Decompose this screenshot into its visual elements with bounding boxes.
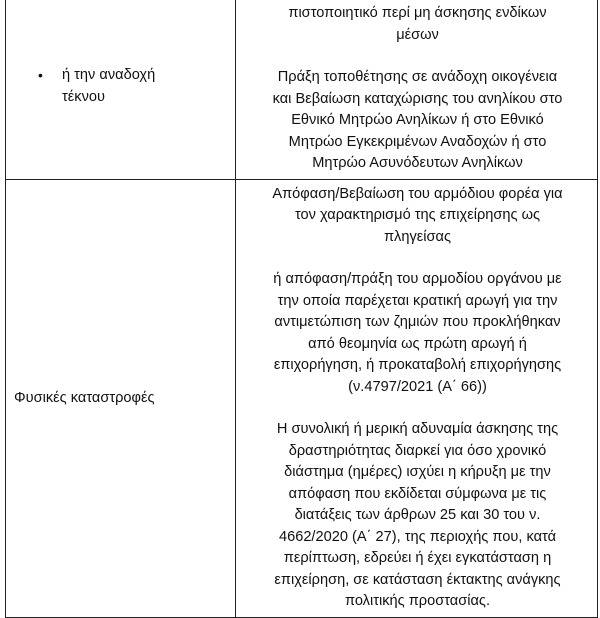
text-line: περίπτωση, εδρεύει ή έχει εγκατάσταση η xyxy=(283,550,552,566)
placement-paragraph xyxy=(248,67,587,175)
document-table xyxy=(5,0,598,618)
inability-paragraph xyxy=(248,419,587,613)
left-line: τέκνου xyxy=(62,88,105,105)
text-line: και Βεβαίωση καταχώρισης του ανηλίκου στο xyxy=(272,90,563,107)
left-line: ή την αναδοχή xyxy=(62,67,156,84)
text-line: από θεομηνία ως πρώτη αρωγή ή xyxy=(308,335,527,352)
left-cell-natural-disasters xyxy=(6,179,236,617)
text-line: Πράξη τοποθέτησης σε ανάδοχη οικογένεια xyxy=(277,69,558,85)
text-line: πολιτικής προστασίας. xyxy=(344,593,490,609)
text-line: επιχείρηση, σε κατάσταση έκτακτης ανάγκης xyxy=(274,571,561,588)
state-aid-paragraph xyxy=(248,269,587,398)
table-row-adoption xyxy=(6,0,598,179)
natural-disasters-label: Φυσικές καταστροφές xyxy=(14,390,155,406)
text-line: πιστοποιητικό περί μη άσκησης ενδίκων xyxy=(288,5,547,21)
text-line: δραστηριότητας διαρκεί για όσο χρονικό xyxy=(288,442,547,459)
text-line: (ν.4797/2021 (Α΄ 66)) xyxy=(348,378,487,395)
text-line: Μητρώο Ασυνόδευτων Ανηλίκων xyxy=(312,155,523,171)
certificate-text xyxy=(248,3,587,46)
text-line: τον χαρακτηρισμό της επιχείρησης ως xyxy=(294,207,541,223)
text-line: την οποία παρέχεται κρατική αρωγή για την xyxy=(277,292,558,309)
text-line: διατάξεις των άρθρων 25 και 30 του ν. xyxy=(294,507,541,523)
bullet-icon: • xyxy=(38,67,43,84)
text-line: πληγείσας xyxy=(383,228,451,245)
text-line: Μητρώο Εγκεκριμένων Αναδοχών ή στο xyxy=(288,133,547,150)
text-line: διάστημα (ημέρες) ισχύει η κήρυξη με την xyxy=(284,464,551,480)
table-row-natural-disasters xyxy=(6,179,598,617)
text-line: μέσων xyxy=(396,26,439,43)
left-cell-adoption xyxy=(6,0,236,179)
text-line: επιχορήγηση, ή προκαταβολή επιχορήγησης xyxy=(273,357,562,373)
text-line: Η συνολική ή μερική αδυναμία άσκησης της xyxy=(276,421,559,437)
list-item xyxy=(38,65,225,108)
text-line: απόφαση που εκδίδεται σύμφωνα με τις xyxy=(288,485,547,502)
decision-paragraph xyxy=(248,184,587,249)
text-line: Απόφαση/Βεβαίωση του αρμόδιου φορέα για xyxy=(272,185,563,202)
right-cell-adoption xyxy=(236,0,598,179)
text-line: Εθνικό Μητρώο Ανηλίκων ή στο Εθνικό xyxy=(291,112,544,128)
text-line: 4662/2020 (Α΄ 27), της περιοχής που, κατά xyxy=(278,528,557,545)
right-cell-natural-disasters xyxy=(236,179,598,617)
text-line: ή απόφαση/πράξη του αρμοδίου οργάνου με xyxy=(273,271,562,287)
text-line: αντιμετώπιση των ζημιών που προκλήθηκαν xyxy=(274,314,561,330)
